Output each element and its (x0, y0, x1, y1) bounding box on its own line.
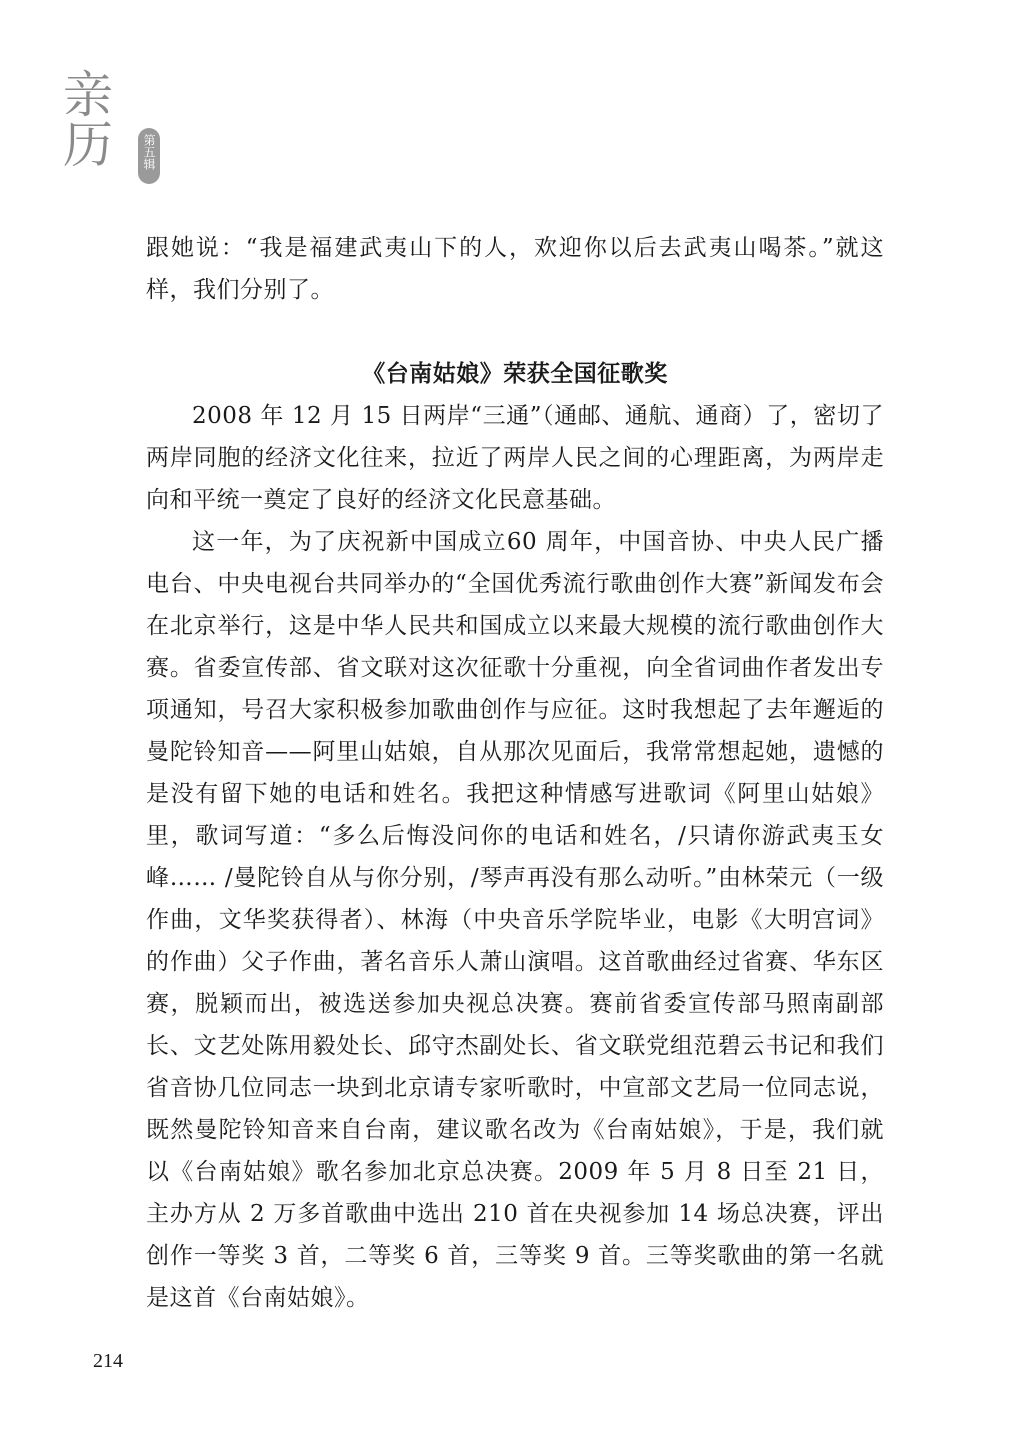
paragraph: 这一年，为了庆祝新中国成立60 周年，中国音协、中央人民广播电台、中央电视台共同举办的“全国优秀流行歌曲创作大赛”新闻发布会在北京举行，这是中华人民共和国成立以来最大规模的流行歌曲创作大赛。省委宣传部、省文联对这次征歌十分重视，向全省词曲作者发出专项通知，号召大家积极参加歌曲创作与应征。这时我想起了去年邂逅的曼陀铃知音——阿里山姑娘，自从那次见面后，我常常想起她，遗憾的是没有留下她的电话和姓名。我把这种情感写进歌词《阿里山姑娘》里，歌词写道：“多么后悔没问你的电话和姓名，/只请你游武夷玉女峰…… /曼陀铃自从与你分别，/琴声再没有那么动听。”由林荣元（一级作曲，文华奖获得者）、林海（中央音乐学院毕业，电影《大明宫词》的作曲）父子作曲，著名音乐人萧山演唱。这首歌曲经过省赛、华东区赛，脱颖而出，被选送参加央视总决赛。赛前省委宣传部马照南副部长、文艺处陈用毅处长、邱守杰副处长、省文联党组范碧云书记和我们省音协几位同志一块到北京请专家听歌时，中宣部文艺局一位同志说，既然曼陀铃知音来自台南，建议歌名改为《台南姑娘》，于是，我们就以《台南姑娘》歌名参加北京总决赛。2009 年 5 月 8 日至 21 日，主办方从 2 万多首歌曲中选出 210 首在央视参加 14 场总决赛，评出创作一等奖 3 首，二等奖 6 首，三等奖 9 首。三等奖歌曲的第一名就是这首《台南姑娘》。 (146, 529, 884, 1311)
logo-title: 亲历 (55, 68, 113, 168)
paragraph: 2008 年 12 月 15 日两岸“三通”（通邮、通航、通商）了，密切了两岸同胞的经济文化往来，拉近了两岸人民之间的心理距离，为两岸走向和平统一奠定了良好的经济文化民意基础。 (146, 403, 884, 513)
main-content (146, 227, 884, 1319)
page-number: 214 (93, 1350, 123, 1372)
section-title: 《台南姑娘》荣获全国征歌奖 (362, 361, 668, 387)
book-logo (55, 58, 164, 188)
logo-graphic (55, 58, 164, 188)
paragraph-continuation: 跟她说：“我是福建武夷山下的人，欢迎你以后去武夷山喝茶。”就这样，我们分别了。 (146, 235, 884, 303)
logo-volume-text: 第五辑 (142, 134, 156, 170)
